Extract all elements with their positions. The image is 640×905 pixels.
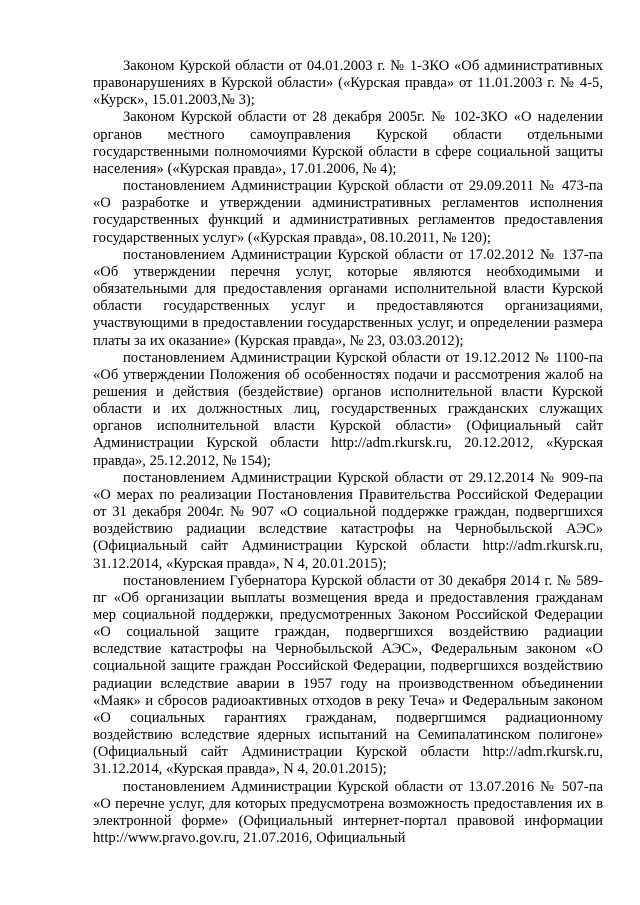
paragraph-law-admin-offenses: Законом Курской области от 04.01.2003 г. № 1-ЗКО «Об административных правонарушениях в Курской области» («Курская правда» от 11.01.2003 г. № 4-5, «Курск», 15.01.2003,№ 3); [93, 58, 603, 109]
document-page [93, 58, 603, 847]
paragraph-resolution-507: постановлением Администрации Курской области от 13.07.2016 № 507-па «О перечне услуг, для которых предусмотрена возможность предоставления их в электронной форме» (Официальный интернет-портал правовой информации http://www.pravo.gov.ru, 21.07.2016, Официальный [93, 778, 603, 847]
paragraph-resolution-473: постановлением Администрации Курской области от 29.09.2011 № 473-па «О разработке и утверждении административных регламентов исполнения государственных функций и административных регламентов предоставления государственных услуг» («Курская правда», 08.10.2011, № 120); [93, 178, 603, 246]
paragraph-resolution-137: постановлением Администрации Курской области от 17.02.2012 № 137-па «Об утверждении перечня услуг, которые являются необходимыми и обязательными для предоставления органами исполнительной власти Курской области государственных услуг и предоставляются организациями, участвующими в предоставлении государственных услуг, и определении размера платы за их оказание» (Курская правда», № 23, 03.03.2012); [93, 246, 603, 349]
paragraph-resolution-909: постановлением Администрации Курской области от 29.12.2014 № 909-па «О мерах по реализации Постановления Правительства Российской Федерации от 31 декабря 2004г. № 907 «О социальной поддержке граждан, подвергшихся воздействию радиации вследствие катастрофы на Чернобыльской АЭС» (Официальный сайт Администрации Курской области http://adm.rkursk.ru, 31.12.2014, «Курская правда», N 4, 20.01.2015); [93, 469, 603, 572]
paragraph-resolution-589: постановлением Губернатора Курской области от 30 декабря 2014 г. № 589-пг «Об организации выплаты возмещения вреда и предоставления гражданам мер социальной поддержки, предусмотренных Законом Российской Федерации «О социальной защите граждан, подвергшихся воздействию радиации вследствие катастрофы на Чернобыльской АЭС», Федеральным законом «О социальной защите граждан Российской Федерации, подвергшихся воздействию радиации вследствие аварии в 1957 году на производственном объединении «Маяк» и сбросов радиоактивных отходов в реку Теча» и Федеральным законом «О социальных гарантиях гражданам, подвергшимся радиационному воздействию вследствие ядерных испытаний на Семипалатинском полигоне» (Официальный сайт Администрации Курской области http://adm.rkursk.ru, 31.12.2014, «Курская правда», N 4, 20.01.2015); [93, 572, 603, 778]
paragraph-resolution-1100: постановлением Администрации Курской области от 19.12.2012 № 1100-па «Об утверждении Положения об особенностях подачи и рассмотрения жалоб на решения и действия (бездействие) органов исполнительной власти Курской области и их должностных лиц, государственных гражданских служащих органов исполнительной власти Курской области» (Официальный сайт Администрации Курской области http://adm.rkursk.ru, 20.12.2012, «Курская правда», 25.12.2012, № 154); [93, 349, 603, 469]
paragraph-law-local-authorities: Законом Курской области от 28 декабря 2005г. № 102-ЗКО «О наделении органов местного самоуправления Курской области отдельными государственными полномочиями Курской области в сфере социальной защиты населения» («Курская правда», 17.01.2006, № 4); [93, 109, 603, 177]
